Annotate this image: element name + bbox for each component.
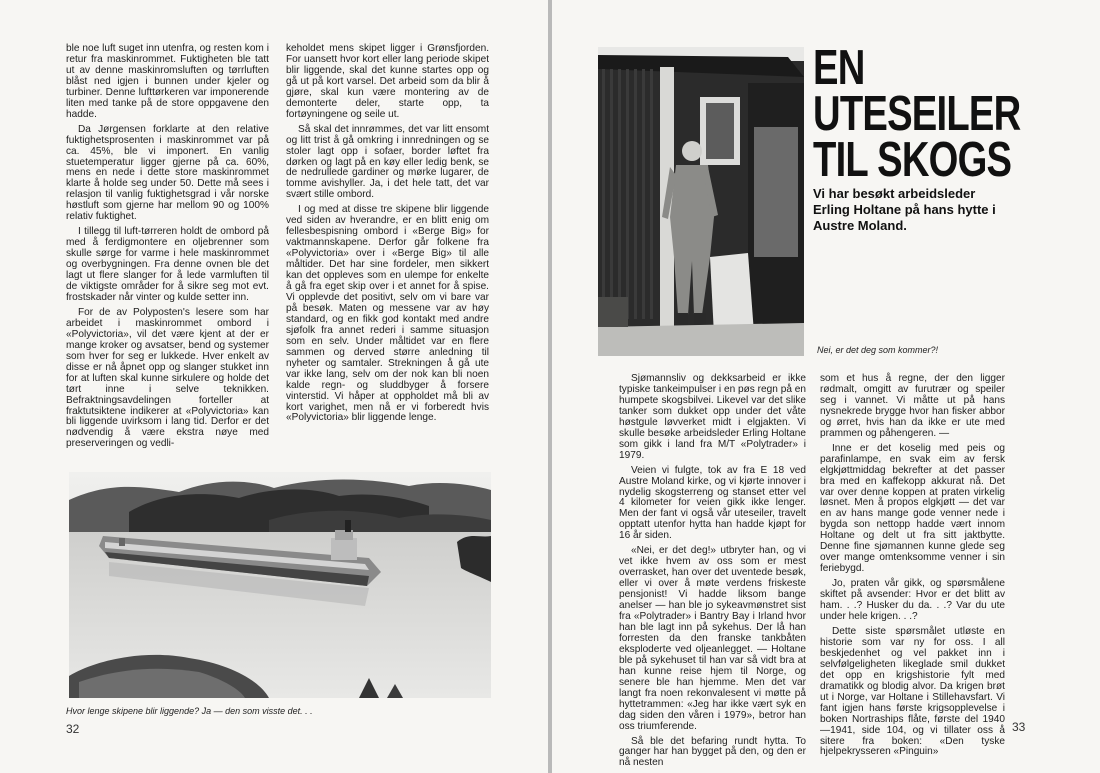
page-number: 32 (66, 722, 80, 736)
paragraph: «Nei, er det deg!» utbryter han, og vi vet ikke hvem av oss som er mest overrasket, han over det uventede besøk, eller vi over å møte verdens friskeste pensjonist! Vi hadde liksom bange anelser — han ble jo sykeavmønstret sist fra «Polytrader» i Bantry Bay i Irland hvor han ble lagt inn på sykehus. Der lå han forresten da den franske tankbåten eksploderte ved oljeanlegget. — Holtane ble på sykehuset til han var så vidt bra at han kunne reise hjem til Norge, og senere ble han hjemme. Men det var langt fra noen rekonvalesent vi møtte på hyttetrammen: «Jeg har ikke vært syk en dag siden den våren i 1979», betror han oss triumferende. (619, 545, 806, 732)
right-column-2 (820, 374, 1005, 762)
photo-caption: Hvor lenge skipene blir liggende? Ja — den som visste det. . . (66, 706, 313, 716)
paragraph: Da Jørgensen forklarte at den relative fuktighetsprosenten i maskinrommet var på ca. 45%, ble vi imponert. En vanlig stuetemperatur ligger gjerne på ca. 60%, mens en nede i dette store maskinrommet klarte å holde seg under 50. Dette må sees i relasjon til vanlig fuktighetsgrad i vår norske høstluft som gjerne har mellom 90 og 100% relativ fuktighet. (66, 123, 269, 223)
headline-line: UTESEILER (813, 87, 1021, 141)
headline (813, 41, 1021, 187)
tanker-photo (69, 472, 491, 698)
page-number: 33 (1012, 720, 1026, 734)
cabin-photo (598, 47, 804, 356)
left-column-2 (286, 44, 489, 428)
photo-caption: Nei, er det deg som kommer?! (817, 345, 939, 355)
paragraph: ble noe luft suget inn utenfra, og resten kom i retur fra maskinrommet. Fuktigheten ble tatt ut av denne maskinromsluften og tørrluften blåst ned igjen i bunnen under kjeler og turbiner. Denne lufttørkeren var imponerende liten med tanke på de store oppgavene den hadde. (66, 43, 269, 120)
paragraph: Så ble det befaring rundt hytta. To ganger har han bygget på den, og den er nå nesten (619, 735, 806, 769)
paragraph: Inne er det koselig med peis og parafinlampe, en svak eim av fersk elgkjøttmiddag bekrefter at det passer bra med en kaffekopp akkurat nå. Det var over denne koppen at praten virkelig løsnet. Men å propos elgkjøtt — det var en av hans mange gode venner nede i bygda son nettopp hadde vært innom Holtane og delt ut fra sitt jaktbytte. Denne fine sjømannen kunne glede seg over mange omtenksomme venner i sin feriebygd. (820, 442, 1005, 575)
right-page (552, 0, 1100, 773)
standfirst: Vi har besøkt arbeidsleder Erling Holtane på hans hytte i Austre Moland. (813, 186, 996, 233)
paragraph: I tillegg til luft-tørreren holdt de ombord på med å ferdigmontere en oljebrenner som skulle sørge for varme i hele maskinrommet og overbygningen. Fra denne ovnen ble det lagt ut flere slanger for å lede varmluften til de viktigste områder for å sikre seg mot evt. frostskader når vinter og kulde setter inn. (66, 226, 269, 303)
headline-line: TIL SKOGS (813, 133, 1012, 187)
paragraph: I og med at disse tre skipene blir liggende ved siden av hverandre, er en blitt enig om fellesbespisning ombord i «Berge Big» for vaktmannskapene. Derfor går folkene fra «Polyvictoria» over i «Berge Big» til alle måltider. Det har sine fordeler, men sikkert kan det oppleves som en ulempe for enkelte å gå fra eget skip over i et annet for å spise. Vi opplevde det positivt, selv om vi bare var på besøk. Maten og messene var av høy standard, og en fikk god kontakt med andre sjøfolk fra annet rederi i samme situasjon som en selv. Under måltidet var en flere sammen og derved større anledning til nyheter og samtaler. Strekningen å gå ute var ikke lang, selv om der nok kan bli noen kalde regn- og sluddbyger å forsere vinterstid. Vi håper at oppholdet må bli av kort varighet, men nå er vi forberedt hvis «Polyvictoria» blir liggende lenge. (286, 204, 489, 424)
paragraph: Sjømannsliv og dekksarbeid er ikke typiske tankeimpulser i en pøs regn på en humpete skogsbilvei. Likevel var det slike tanker som dukket opp under det våte høstgule løvverket midt i elgjakten. Vi skulle besøke arbeidsleder Erling Holtane som gikk i land fra M/T «Polytrader» i 1979. (619, 373, 806, 461)
paragraph: Så skal det innrømmes, det var litt ensomt og litt trist å gå omkring i innredningen og se stoler lagt opp i sofaer, border løftet fra dørken og lagt på en køy eller ledig benk, se de nedrullede gardiner og mørke lugarer, de tomme avishyller. Ja, i det hele tatt, det var svært stille ombord. (286, 123, 489, 201)
paragraph: som et hus å regne, der den ligger rødmalt, omgitt av furutrær og speiler seg i vannet. Vi måtte ut på hans nysnekrede brygge hvor han fisker abbor og ørret, hvis han da ikke er ute med prammen og påhengeren. — (820, 373, 1005, 439)
paragraph: Dette siste spørsmålet utløste en historie som var ny for oss. I all beskjedenhet og vel pakket inn i selvfølgeligheten likeglade smil dukket det opp en krigshistorie fylt med dramatikk og blodig alvor. Da krigen brøt ut i Norge, var Holtane i Stillehavsfart. Vi fant igjen hans første krigsopplevelse i boken Nortraships flåte, første del 1940—1941, side 104, og vi tillater oss å sitere fra boken: «Den tyske hjelpekrysseren «Pinguin» (820, 625, 1005, 758)
left-page (0, 0, 548, 773)
headline-line: EN (813, 41, 865, 95)
paragraph: Veien vi fulgte, tok av fra E 18 ved Austre Moland kirke, og vi kjørte innover i nydelig skogsterreng og stanset etter vel 4 kilometer for veien gikk ikke lenger. Men der fant vi også vår uteseiler, travelt opptatt utenfor hytta han hadde kjøpt for 16 år siden. (619, 464, 806, 542)
right-column-1 (619, 374, 806, 773)
paragraph: For de av Polyposten's lesere som har arbeidet i maskinrommet ombord i «Polyvictoria», vil det være kjent at der er mange kroker og avsatser, bend og systemer som hver for seg er lukkede. Hver enkelt av disse er nå åpnet opp og slanger stukket inn for at luften skal kunne sirkulere og holde det tørt inne i selve teknikken. Befraktningsavdelingen forteller at fraktutsiktene indikerer at «Polyvictoria» kan bli liggende uvirksom i lang tid. Derfor er det nødvendig å være ekstra nøye med preserveringen og vedli- (66, 306, 269, 450)
left-column-1 (66, 44, 269, 454)
paragraph: keholdet mens skipet ligger i Grønsfjorden. For uansett hvor kort eller lang periode skipet blir liggende, skal det kunne startes opp og gå ut på kort varsel. Det arbeid som da blir å gjøre, skal kun være montering av de demonterte deler, starte opp, ta fortøyningene og seile ut. (286, 43, 489, 120)
paragraph: Jo, praten vår gikk, og spørsmålene skiftet på avsender: Hvor er det blitt av ham. . .? Husker du da. . .? Var du ute under hele krigen. . .? (820, 578, 1005, 623)
